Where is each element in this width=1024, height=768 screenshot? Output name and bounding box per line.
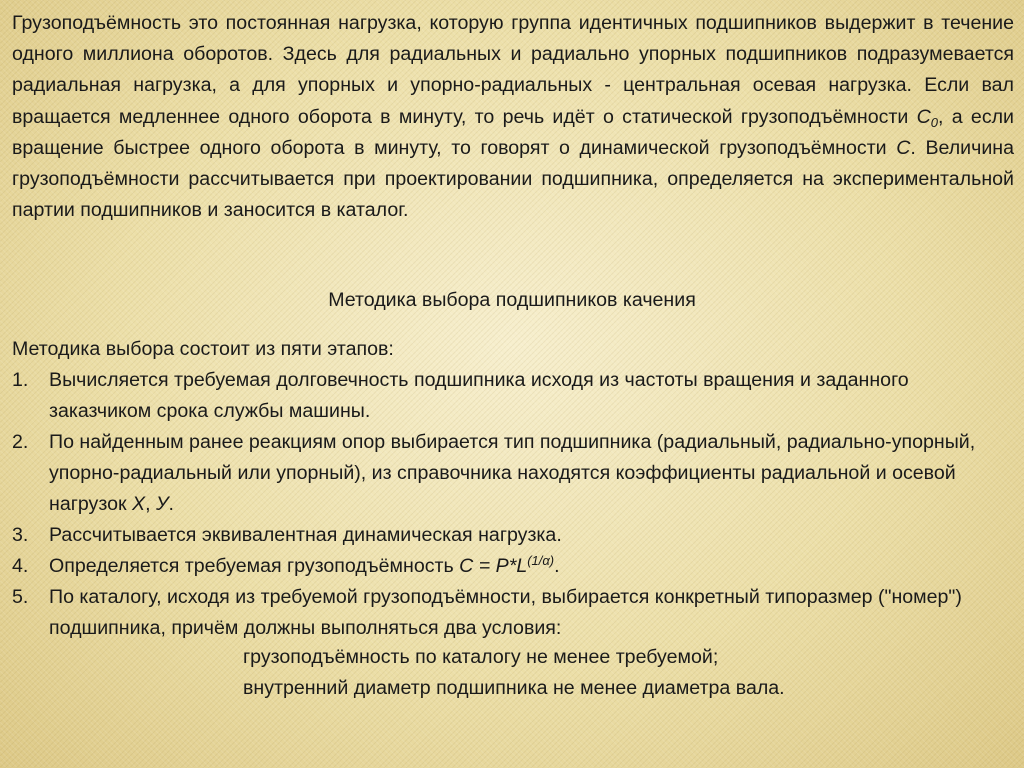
symbol-separator: , xyxy=(145,493,156,515)
method-intro: Методика выбора состоит из пяти этапов: xyxy=(12,338,394,360)
step-number: 1. xyxy=(12,369,29,391)
definition-text-1: это постоянная нагрузка, которую группа идентичных подшипников выдержит в течение одного миллиона оборотов. Здесь для радиальных и радиально упорных подшипников подразумевается радиальная нагрузка, а для упорных и упорно-радиальных - центральная осевая нагрузка. Если вал вращается медленнее одного оборота в минуту, то речь идёт о статической грузоподъёмности xyxy=(12,12,1015,128)
step-text: По каталогу, исходя из требуемой грузоподъёмности, выбирается конкретный типоразмер ("номер") подшипника, причём должны выполняться два условия: xyxy=(49,586,962,639)
condition-capacity: грузоподъёмность по каталогу не менее требуемой; xyxy=(243,646,719,668)
capacity-formula: C = P*L xyxy=(459,555,528,577)
formula-exponent: (1/α) xyxy=(527,553,555,568)
step-number: 5. xyxy=(12,586,29,608)
step-end: . xyxy=(168,493,174,515)
symbol-x: X xyxy=(132,493,146,515)
definition-text-3: . Величина грузоподъёмности рассчитывается при проектировании подшипника, определяется на экспериментальной партии подшипников и заносится в каталог. xyxy=(12,136,1015,222)
step-number: 2. xyxy=(12,431,29,453)
symbol-dynamic-capacity: C xyxy=(896,136,911,159)
step-text: Вычисляется требуемая долговечность подшипника исходя из частоты вращения и заданного заказчиком срока службы машины. xyxy=(49,369,909,422)
step-text: Рассчитывается эквивалентная динамическая нагрузка. xyxy=(49,524,562,546)
step-number: 4. xyxy=(12,555,29,577)
step-number: 3. xyxy=(12,524,29,546)
list-item xyxy=(12,551,1002,582)
section-heading: Методика выбора подшипников качения xyxy=(328,289,696,311)
step-text: Определяется требуемая грузоподъёмность xyxy=(49,555,460,577)
list-item xyxy=(12,427,1002,520)
step-end: . xyxy=(554,555,560,577)
symbol-c0: C xyxy=(916,105,931,128)
definition-paragraph xyxy=(12,8,1014,226)
list-item xyxy=(12,365,1002,427)
condition-diameter: внутренний диаметр подшипника не менее диаметра вала. xyxy=(243,677,785,699)
step-text: По найденным ранее реакциям опор выбирается тип подшипника (радиальный, радиально-упорный, упорно-радиальный или упорный), из справочника находятся коэффициенты радиальной и осевой нагрузок xyxy=(49,431,976,515)
symbol-y: У xyxy=(155,493,169,515)
list-item xyxy=(12,582,1002,644)
definition-text-2: , а если вращение быстрее одного оборота в минуту, то говорят о динамической грузоподъёмности xyxy=(12,105,1014,159)
definition-term: Грузоподъёмность xyxy=(12,12,182,34)
symbol-c0-subscript: 0 xyxy=(930,114,939,130)
symbol-static-capacity xyxy=(917,106,938,128)
list-item xyxy=(12,520,1002,551)
steps-list xyxy=(12,365,1002,644)
